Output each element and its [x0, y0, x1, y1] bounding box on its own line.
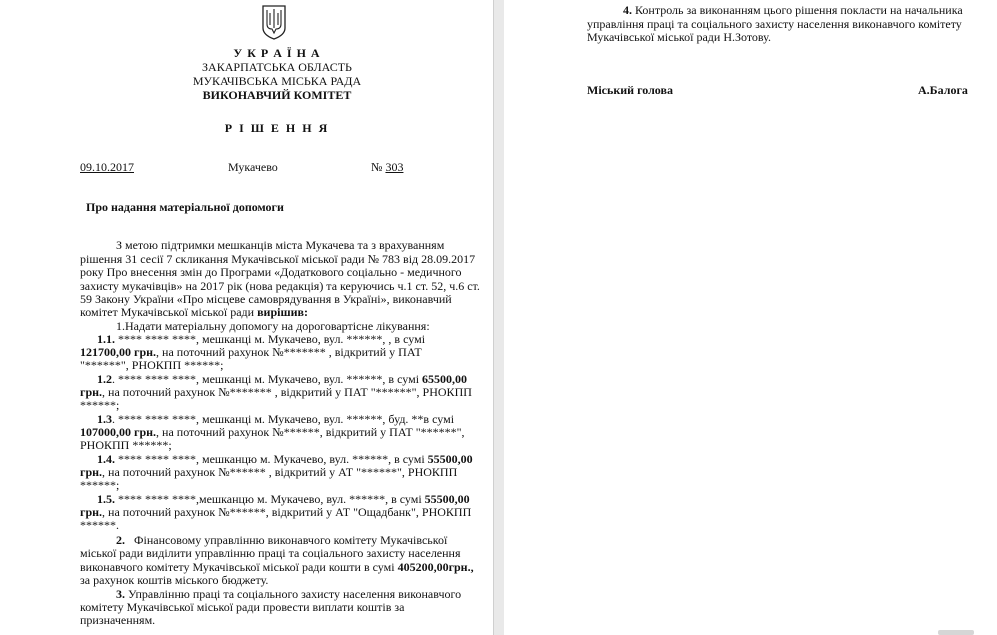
- sub-item-currency: грн.: [80, 385, 103, 399]
- document-type: Р І Ш Е Н Н Я: [224, 121, 330, 135]
- item-3-line-2: комітету Мукачівської міської ради провести виплати коштів за: [80, 600, 405, 614]
- preamble-line-5: 59 Закону України «Про місцеве самоврядування в Україні», виконавчий: [80, 292, 452, 306]
- sub-item-number: 1.3: [97, 412, 112, 426]
- signature-name: А.Балога: [918, 83, 968, 97]
- item-3-line-3: призначенням.: [80, 613, 156, 627]
- sub-item-1-4-line-3: ******;: [80, 478, 120, 492]
- item-4-line-2: управління праці та соціального захисту населення виконавчого комітету: [587, 17, 962, 31]
- item-4-line-1: [623, 4, 963, 17]
- item-text: Контроль за виконанням цього рішення покласти на начальника: [632, 3, 963, 17]
- decision-date: 09.10.2017: [80, 160, 134, 174]
- resolved-keyword: вирішив:: [257, 305, 308, 319]
- sub-item-amount: 121700,00 грн.: [80, 345, 157, 359]
- sub-item-1-5-line-3: ******.: [80, 518, 119, 532]
- trident-emblem-icon: [261, 4, 287, 40]
- sub-item-text: , на поточний рахунок №****** , відкритий у АТ "******", РНОКПП: [102, 465, 458, 479]
- sub-item-amount: 65500,00: [422, 372, 468, 386]
- region-name: ЗАКАРПАТСЬКА ОБЛАСТЬ: [202, 60, 352, 74]
- committee-name: ВИКОНАВЧИЙ КОМІТЕТ: [202, 88, 352, 102]
- number-value: 303: [385, 160, 404, 174]
- sub-item-text: , на поточний рахунок №******, відкритий у АТ "Ощадбанк", РНОКПП: [102, 505, 472, 519]
- sub-item-amount: 107000,00 грн.: [80, 425, 157, 439]
- decision-number: [371, 161, 403, 174]
- sub-item-1-2-line-2: [80, 386, 472, 399]
- sub-item-text: **** **** ****, мешканці м. Мукачево, вул. ******, , в сумі: [115, 332, 426, 346]
- item-1-intro: 1.Надати матеріальну допомогу на дороговартісне лікування:: [116, 319, 430, 333]
- preamble-line-6: [80, 306, 308, 319]
- council-name: МУКАЧІВСЬКА МІСЬКА РАДА: [192, 74, 362, 88]
- sub-item-1-5-line-2: [80, 506, 471, 519]
- item-text: Управлінню праці та соціального захисту населення виконавчого: [125, 587, 462, 601]
- document-page-2: [504, 0, 997, 635]
- sub-item-1-3-line-3: РНОКПП ******;: [80, 438, 172, 452]
- sub-item-currency: грн.: [80, 505, 103, 519]
- item-text: Фінансовому управлінню виконавчого комітету Мукачівської: [134, 533, 448, 547]
- sub-item-text: , на поточний рахунок №******, відкритий у ПАТ "******",: [156, 425, 465, 439]
- sub-item-1-1-line-3: "******", РНОКПП ******;: [80, 358, 224, 372]
- sub-item-amount: 55500,00: [427, 452, 473, 466]
- sub-item-text: **** **** ****,мешканцю м. Мукачево, вул. ******, в сумі: [115, 492, 425, 506]
- sub-item-text: **** **** ****, мешканцю м. Мукачево, вул. ******, в сумі: [115, 452, 428, 466]
- total-amount: 405200,00грн.,: [397, 560, 474, 574]
- document-page-1: [0, 0, 494, 635]
- item-number: 2.: [116, 533, 125, 547]
- sub-item-number: 1.4.: [97, 452, 115, 466]
- item-number: 4.: [623, 3, 632, 17]
- sub-item-number: 1.2: [97, 372, 112, 386]
- item-4-line-3: Мукачівської міської ради Н.Зотову.: [587, 30, 771, 44]
- decision-city: Мукачево: [228, 160, 278, 174]
- country-title: У К Р А Ї Н А: [233, 46, 321, 60]
- sub-item-amount: 55500,00: [424, 492, 470, 506]
- item-number: 3.: [116, 587, 125, 601]
- sub-item-1-2-line-3: ******;: [80, 398, 120, 412]
- sub-item-1-4-line-2: [80, 466, 457, 479]
- preamble-text: комітет Мукачівської міської ради: [80, 305, 258, 319]
- horizontal-scrollbar-thumb[interactable]: [938, 630, 974, 635]
- decision-subject: Про надання матеріальної допомоги: [86, 200, 284, 214]
- preamble-line-4: захисту мукачівців» на 2017 рік (нова редакція) та керуючись ч.1 ст. 52, ч.6 ст.: [80, 279, 480, 293]
- sub-item-text: , на поточний рахунок №******* , відкритий у ПАТ: [156, 345, 422, 359]
- sub-item-number: 1.1.: [97, 332, 115, 346]
- sub-item-text: . **** **** ****, мешканці м. Мукачево, вул. ******, в сумі: [112, 372, 423, 386]
- preamble-line-3: року Про внесення змін до Програми «Додаткового соціально - медичного: [80, 265, 462, 279]
- sub-item-currency: грн.: [80, 465, 103, 479]
- number-prefix: №: [371, 160, 383, 174]
- sub-item-text: , на поточний рахунок №******* , відкритий у ПАТ "******", РНОКПП: [102, 385, 472, 399]
- item-2-line-4: за рахунок коштів міського бюджету.: [80, 573, 269, 587]
- page-gap: [494, 0, 504, 635]
- item-text: виконавчого комітету Мукачівської міської ради кошти в сумі: [80, 560, 398, 574]
- sub-item-text: . **** **** ****, мешканці м. Мукачево, вул. ******, буд. **в сумі: [112, 412, 455, 426]
- signature-title: Міський голова: [587, 83, 673, 97]
- item-2-line-2: міської ради виділити управлінню праці та соціального захисту населення: [80, 546, 461, 560]
- preamble-line-1: З метою підтримки мешканців міста Мукачева та з врахуванням: [116, 238, 445, 252]
- preamble-line-2: рішення 31 сесії 7 скликання Мукачівської міської ради № 783 від 28.09.2017: [80, 252, 476, 266]
- sub-item-number: 1.5.: [97, 492, 115, 506]
